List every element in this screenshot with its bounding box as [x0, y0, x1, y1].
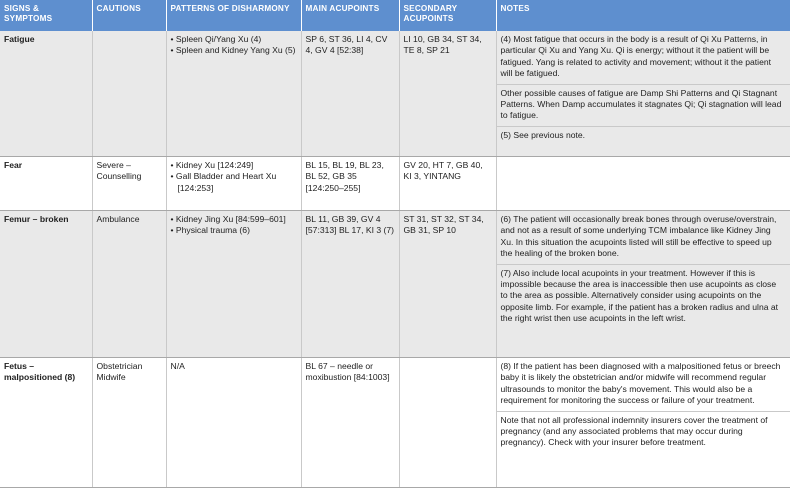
symptom-cell: Fetus – malpositioned (8)	[0, 358, 92, 488]
cautions-cell: Severe – Counselling	[92, 157, 166, 211]
note-paragraph: Note that not all professional indemnity insurers cover the treatment of pregnancy (and any associated problems that may occur during pregnancy). Check with your insurer before treatment.	[497, 411, 790, 449]
pattern-item: • Spleen and Kidney Yang Xu (5)	[171, 45, 297, 56]
cautions-cell: Obstetrician Midwife	[92, 358, 166, 488]
main-acupoints-cell: SP 6, ST 36, LI 4, CV 4, GV 4 [52:38]	[301, 31, 399, 157]
note-paragraph: (7) Also include local acupoints in your treatment. However if this is impossible because the area is inaccessible then use acupoints as close to the area as possible. Alternatively consider using acupoints on the opposite limb. For example, if the patient has a broken radius and ulna at the right wrist then use acupoints in the left wrist.	[497, 264, 790, 325]
pattern-item: • Gall Bladder and Heart Xu [124:253]	[171, 171, 297, 194]
main-acupoints-cell: BL 11, GB 39, GV 4 [57:313] BL 17, KI 3 (7)	[301, 211, 399, 358]
patterns-cell	[166, 31, 301, 157]
note-paragraph: (8) If the patient has been diagnosed with a malpositioned fetus or breech baby it is likely the obstetrician and/or midwife will recommend regular ultrasounds to monitor the baby's movement. This would also be a requirement for monitoring the success or failure of your treatment.	[500, 361, 781, 406]
secondary-acupoints-cell: GV 20, HT 7, GB 40, KI 3, YINTANG	[399, 157, 496, 211]
symptom-cell: Femur – broken	[0, 211, 92, 358]
patterns-cell	[166, 157, 301, 211]
patterns-cell	[166, 211, 301, 358]
header-main-acupoints: MAIN ACUPOINTS	[301, 0, 399, 31]
note-paragraph: (5) See previous note.	[497, 126, 790, 141]
header-notes: NOTES	[496, 0, 790, 31]
symptom-cell: Fatigue	[0, 31, 92, 157]
pattern-item: • Physical trauma (6)	[171, 225, 297, 236]
pattern-item: • Kidney Jing Xu [84:599–601]	[171, 214, 297, 225]
main-acupoints-cell: BL 15, BL 19, BL 23, BL 52, GB 35 [124:250–255]	[301, 157, 399, 211]
pattern-item: • Spleen Qi/Yang Xu (4)	[171, 34, 297, 45]
cautions-cell	[92, 31, 166, 157]
secondary-acupoints-cell: ST 31, ST 32, ST 34, GB 31, SP 10	[399, 211, 496, 358]
note-paragraph: (6) The patient will occasionally break bones through overuse/overstrain, and not as a result of some underlying TCM imbalance like Kidney Jing Xu. In this situation the acupoints listed will still be effective to speed up the healing of the broken bone.	[500, 214, 777, 259]
notes-cell	[496, 157, 790, 211]
table-row-fetus	[0, 358, 790, 488]
secondary-acupoints-cell	[399, 358, 496, 488]
notes-cell	[496, 358, 790, 488]
secondary-acupoints-cell: LI 10, GB 34, ST 34, TE 8, SP 21	[399, 31, 496, 157]
note-paragraph: (4) Most fatigue that occurs in the body is a result of Qi Xu Patterns, in particular Qi Xu and Yang Xu. Qi is energy; without it the patient will be fatigued. Yang is related to activity and movement; without it the patient will be fatigued.	[500, 34, 772, 79]
header-signs-symptoms: SIGNS & SYMPTOMS	[0, 0, 92, 31]
main-acupoints-cell: BL 67 – needle or moxibustion [84:1003]	[301, 358, 399, 488]
notes-cell	[496, 211, 790, 358]
note-paragraph: Other possible causes of fatigue are Damp Shi Patterns and Qi Stagnant Patterns. When Damp accumulates it stagnates Qi; Qi stagnation will lead to fatigue.	[497, 84, 790, 122]
pattern-item: • Kidney Xu [124:249]	[171, 160, 297, 171]
header-secondary-acupoints: SECONDARY ACUPOINTS	[399, 0, 496, 31]
header-patterns: PATTERNS OF DISHARMONY	[166, 0, 301, 31]
cautions-cell: Ambulance	[92, 211, 166, 358]
notes-cell	[496, 31, 790, 157]
table-row-fatigue	[0, 31, 790, 157]
header-cautions: CAUTIONS	[92, 0, 166, 31]
table-row-femur	[0, 211, 790, 358]
symptom-cell: Fear	[0, 157, 92, 211]
table-row-fear	[0, 157, 790, 211]
table-header-row	[0, 0, 790, 31]
patterns-cell: N/A	[166, 358, 301, 488]
